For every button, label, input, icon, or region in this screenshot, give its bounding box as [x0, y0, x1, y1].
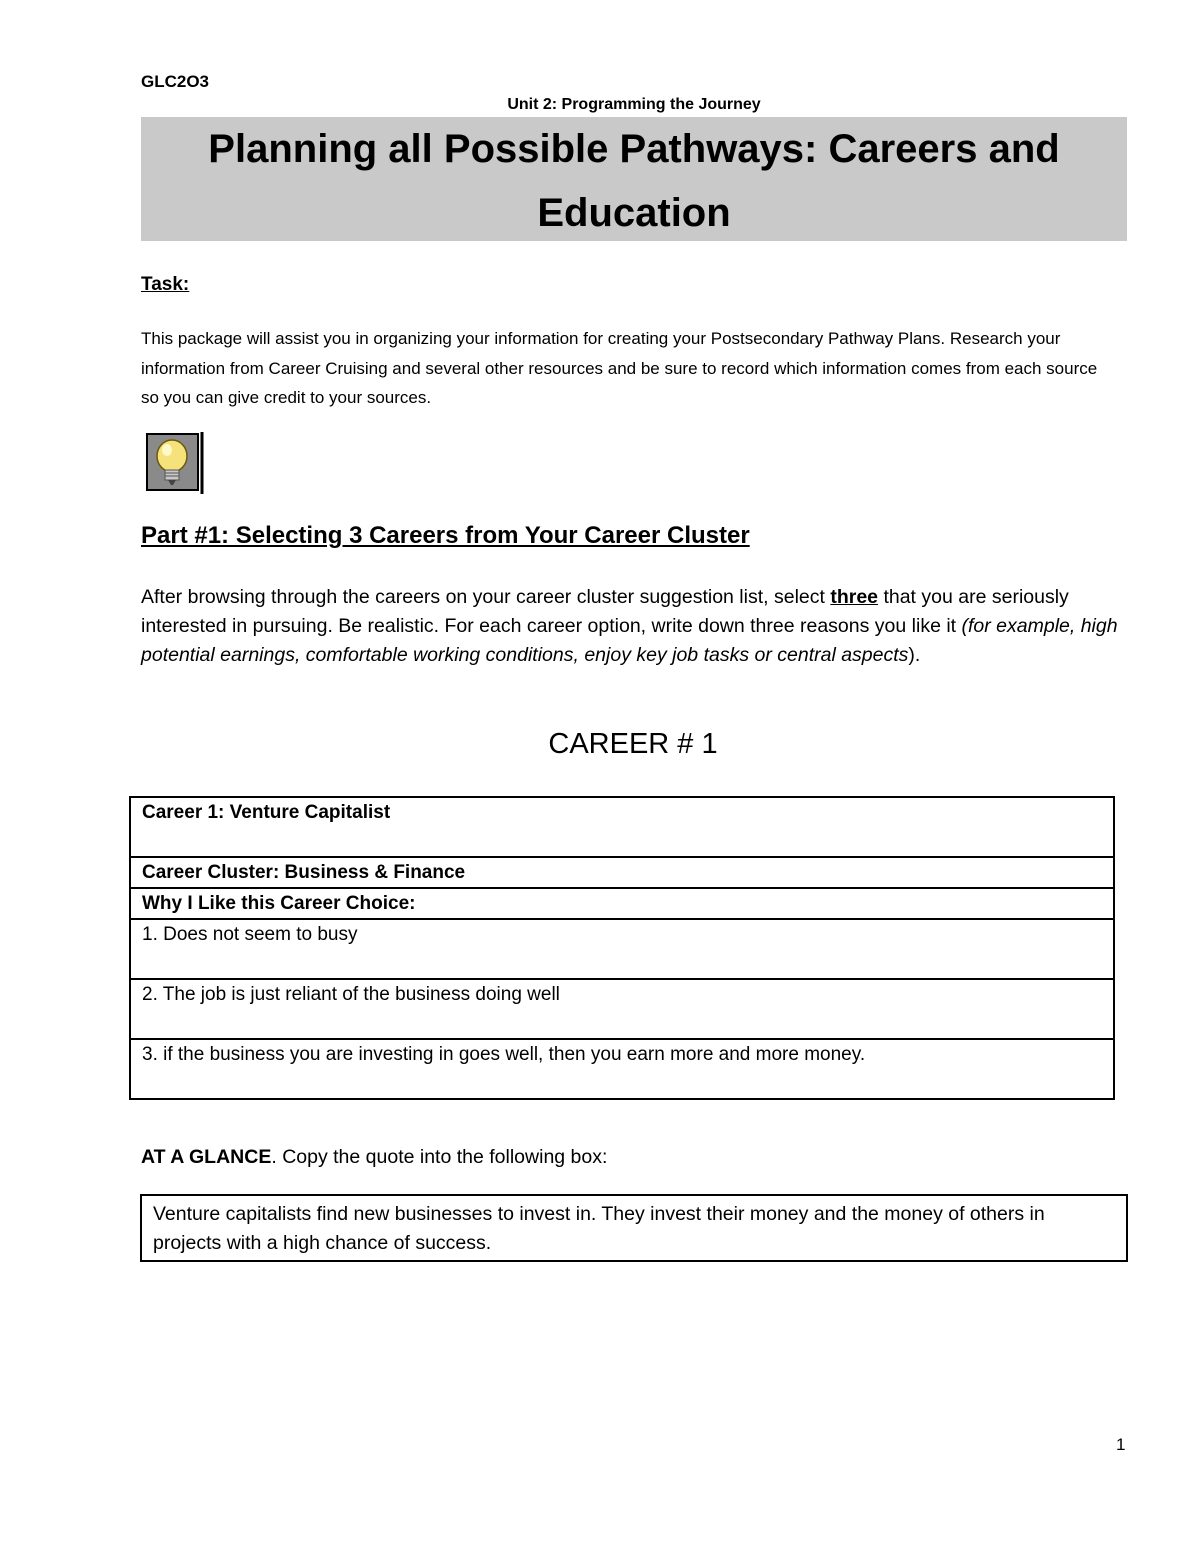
at-a-glance-text: . Copy the quote into the following box: [271, 1146, 608, 1168]
instructions-text-b: that you are seriously interested in pursuing. Be realistic. For each career option, write down three reasons you like it [141, 586, 1069, 637]
quote-box: Venture capitalists find new businesses to invest in. They invest their money and the money of others in projects with a high chance of success. [140, 1194, 1128, 1262]
task-description: This package will assist you in organizing your information for creating your Postsecondary Pathway Plans. Research your information from Career Cruising and several other resources and be sure to record which information comes from each source so you can give credit to your sources. [141, 329, 1098, 407]
page-title: Planning all Possible Pathways: Careers and Education [208, 127, 1060, 235]
title-banner [141, 117, 1127, 241]
instructions-text-a: After browsing through the careers on your career cluster suggestion list, select [141, 586, 831, 608]
part1-instructions [141, 583, 1131, 670]
reason-cell: 3. if the business you are investing in goes well, then you earn more and more money. [130, 1039, 1114, 1099]
instructions-emphasis: three [830, 586, 879, 608]
instructions-examples: (for example, high potential earnings, comfortable working conditions, enjoy key job tasks or central aspects [141, 615, 1118, 666]
career-table [129, 796, 1115, 1100]
reason-cell: 1. Does not seem to busy [130, 919, 1114, 979]
task-heading: Task: [141, 274, 190, 295]
career-name-cell: Career 1: Venture Capitalist [130, 797, 1114, 857]
instructions-text-c: ). [908, 644, 921, 666]
career-cluster-cell: Career Cluster: Business & Finance [130, 857, 1114, 888]
part1-heading: Part #1: Selecting 3 Careers from Your Career Cluster [141, 522, 750, 549]
why-heading-cell: Why I Like this Career Choice: [130, 888, 1114, 919]
unit-subtitle: Unit 2: Programming the Journey [507, 96, 761, 113]
at-a-glance-instruction [141, 1146, 607, 1169]
page-number: 1 [1116, 1435, 1126, 1454]
course-code: GLC2O3 [141, 72, 210, 91]
reason-cell: 2. The job is just reliant of the business doing well [130, 979, 1114, 1039]
at-a-glance-label: AT A GLANCE [141, 1146, 272, 1168]
career-heading: CAREER # 1 [548, 728, 718, 760]
lightbulb-icon [145, 432, 205, 494]
